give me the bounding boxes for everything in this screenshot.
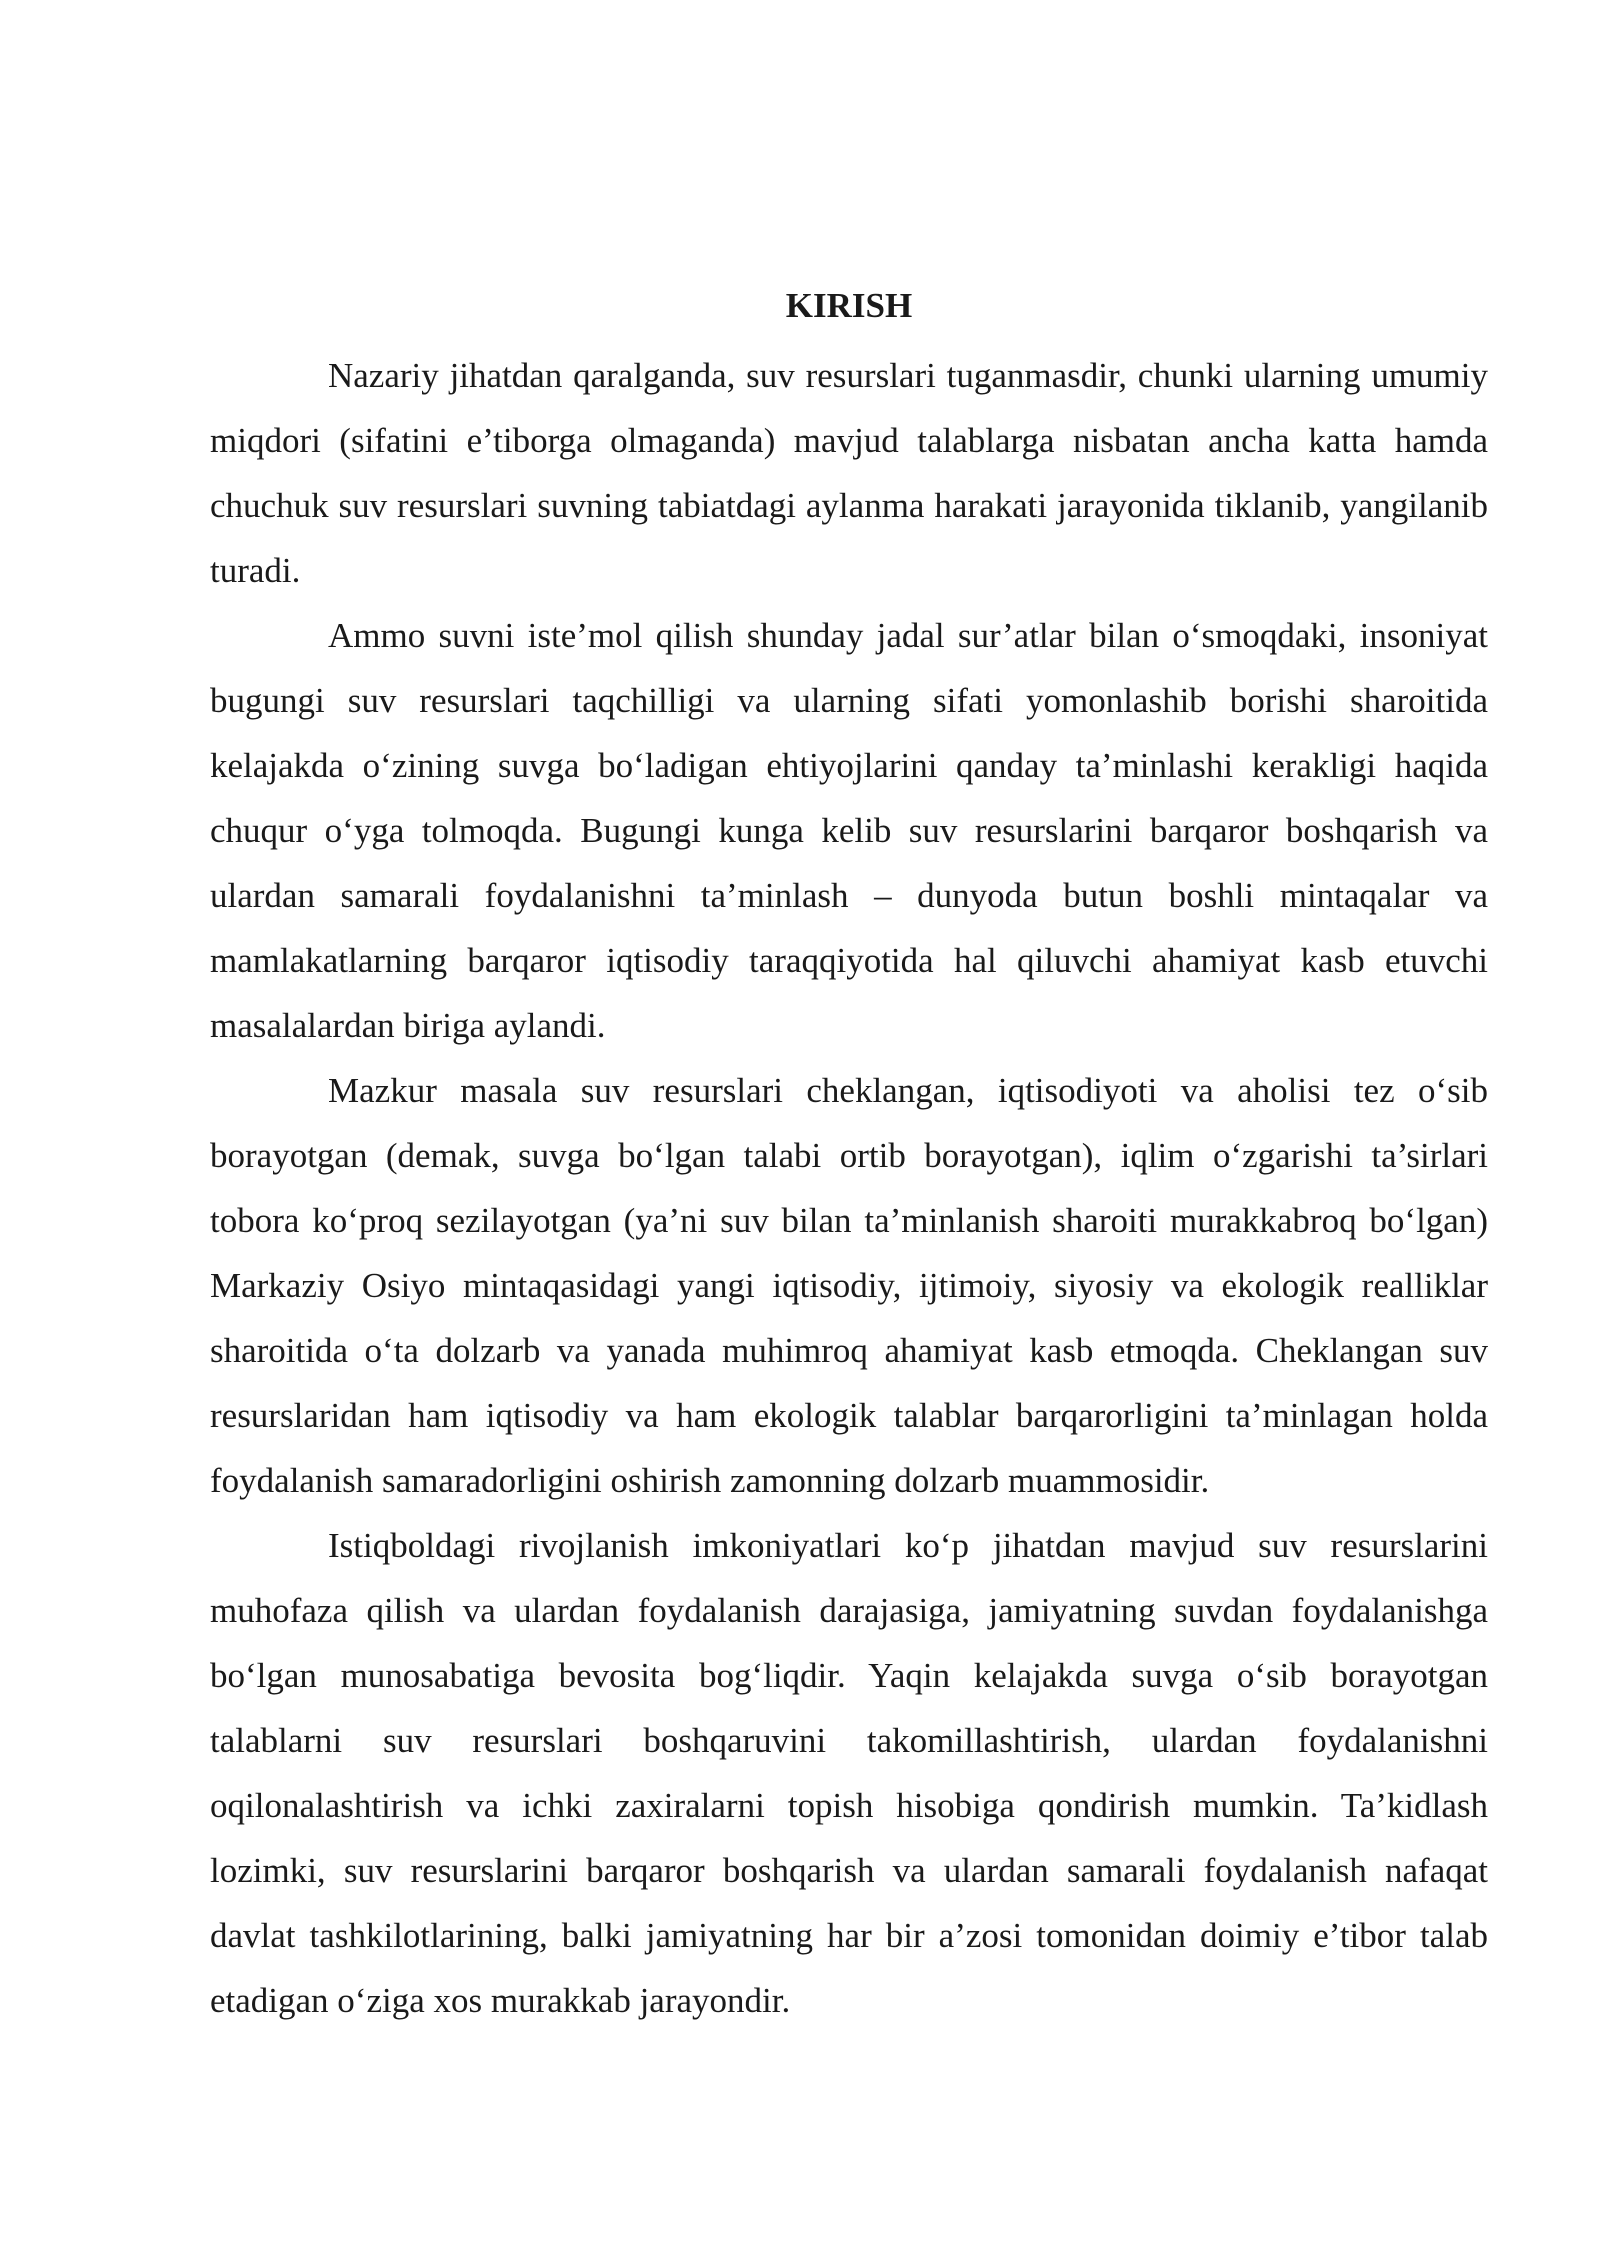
paragraph-4: Istiqboldagi rivojlanish imkoniyatlari ko‘p jihatdan mavjud suv resurslarini muhofaza qilish va ulardan foydalanish darajasiga, jamiyatning suvdan foydalanishga bo‘lgan munosabatiga bevosita bog‘liqdir. Yaqin kelajakda suvga o‘sib borayotgan talablarni suv resurslari boshqaruvini takomillashtirish, ulardan foydalanishni oqilonalashtirish va ichki zaxiralarni topish hisobiga qondirish mumkin. Ta’kidlash lozimki, suv resurslarini barqaror boshqarish va ulardan samarali foydalanish nafaqat davlat tashkilotlarining, balki jamiyatning har bir a’zosi tomonidan doimiy e’tibor talab etadigan o‘ziga xos murakkab jarayondir. — [210, 1526, 1488, 2020]
document-title: KIRISH — [785, 286, 913, 325]
paragraph-3: Mazkur masala suv resurslari cheklangan, iqtisodiyoti va aholisi tez o‘sib borayotgan (demak, suvga bo‘lgan talabi ortib borayotgan), iqlim o‘zgarishi ta’sirlari tobora ko‘proq sezilayotgan (ya’ni suv bilan ta’minlanish sharoiti murakkabroq bo‘lgan) Markaziy Osiyo mintaqasidagi yangi iqtisodiy, ijtimoiy, siyosiy va ekologik realliklar sharoitida o‘ta dolzarb va yanada muhimroq ahamiyat kasb etmoqda. Cheklangan suv resurslaridan ham iqtisodiy va ham ekologik talablar barqarorligini ta’minlagan holda foydalanish samaradorligini oshirish zamonning dolzarb muammosidir. — [210, 1071, 1488, 1500]
document-page — [210, 276, 1488, 2033]
paragraph-2: Ammo suvni iste’mol qilish shunday jadal sur’atlar bilan o‘smoqdaki, insoniyat bugungi suv resurslari taqchilligi va ularning sifati yomonlashib borishi sharoitida kelajakda o‘zining suvga bo‘ladigan ehtiyojlarini qanday ta’minlashi kerakligi haqida chuqur o‘yga tolmoqda. Bugungi kunga kelib suv resurslarini barqaror boshqarish va ulardan samarali foydalanishni ta’minlash – dunyoda butun boshli mintaqalar va mamlakatlarning barqaror iqtisodiy taraqqiyotida hal qiluvchi ahamiyat kasb etuvchi masalalardan biriga aylandi. — [210, 616, 1488, 1045]
paragraph-1: Nazariy jihatdan qaralganda, suv resurslari tuganmasdir, chunki ularning umumiy miqdori (sifatini e’tiborga olmaganda) mavjud talablarga nisbatan ancha katta hamda chuchuk suv resurslari suvning tabiatdagi aylanma harakati jarayonida tiklanib, yangilanib turadi. — [210, 356, 1488, 590]
